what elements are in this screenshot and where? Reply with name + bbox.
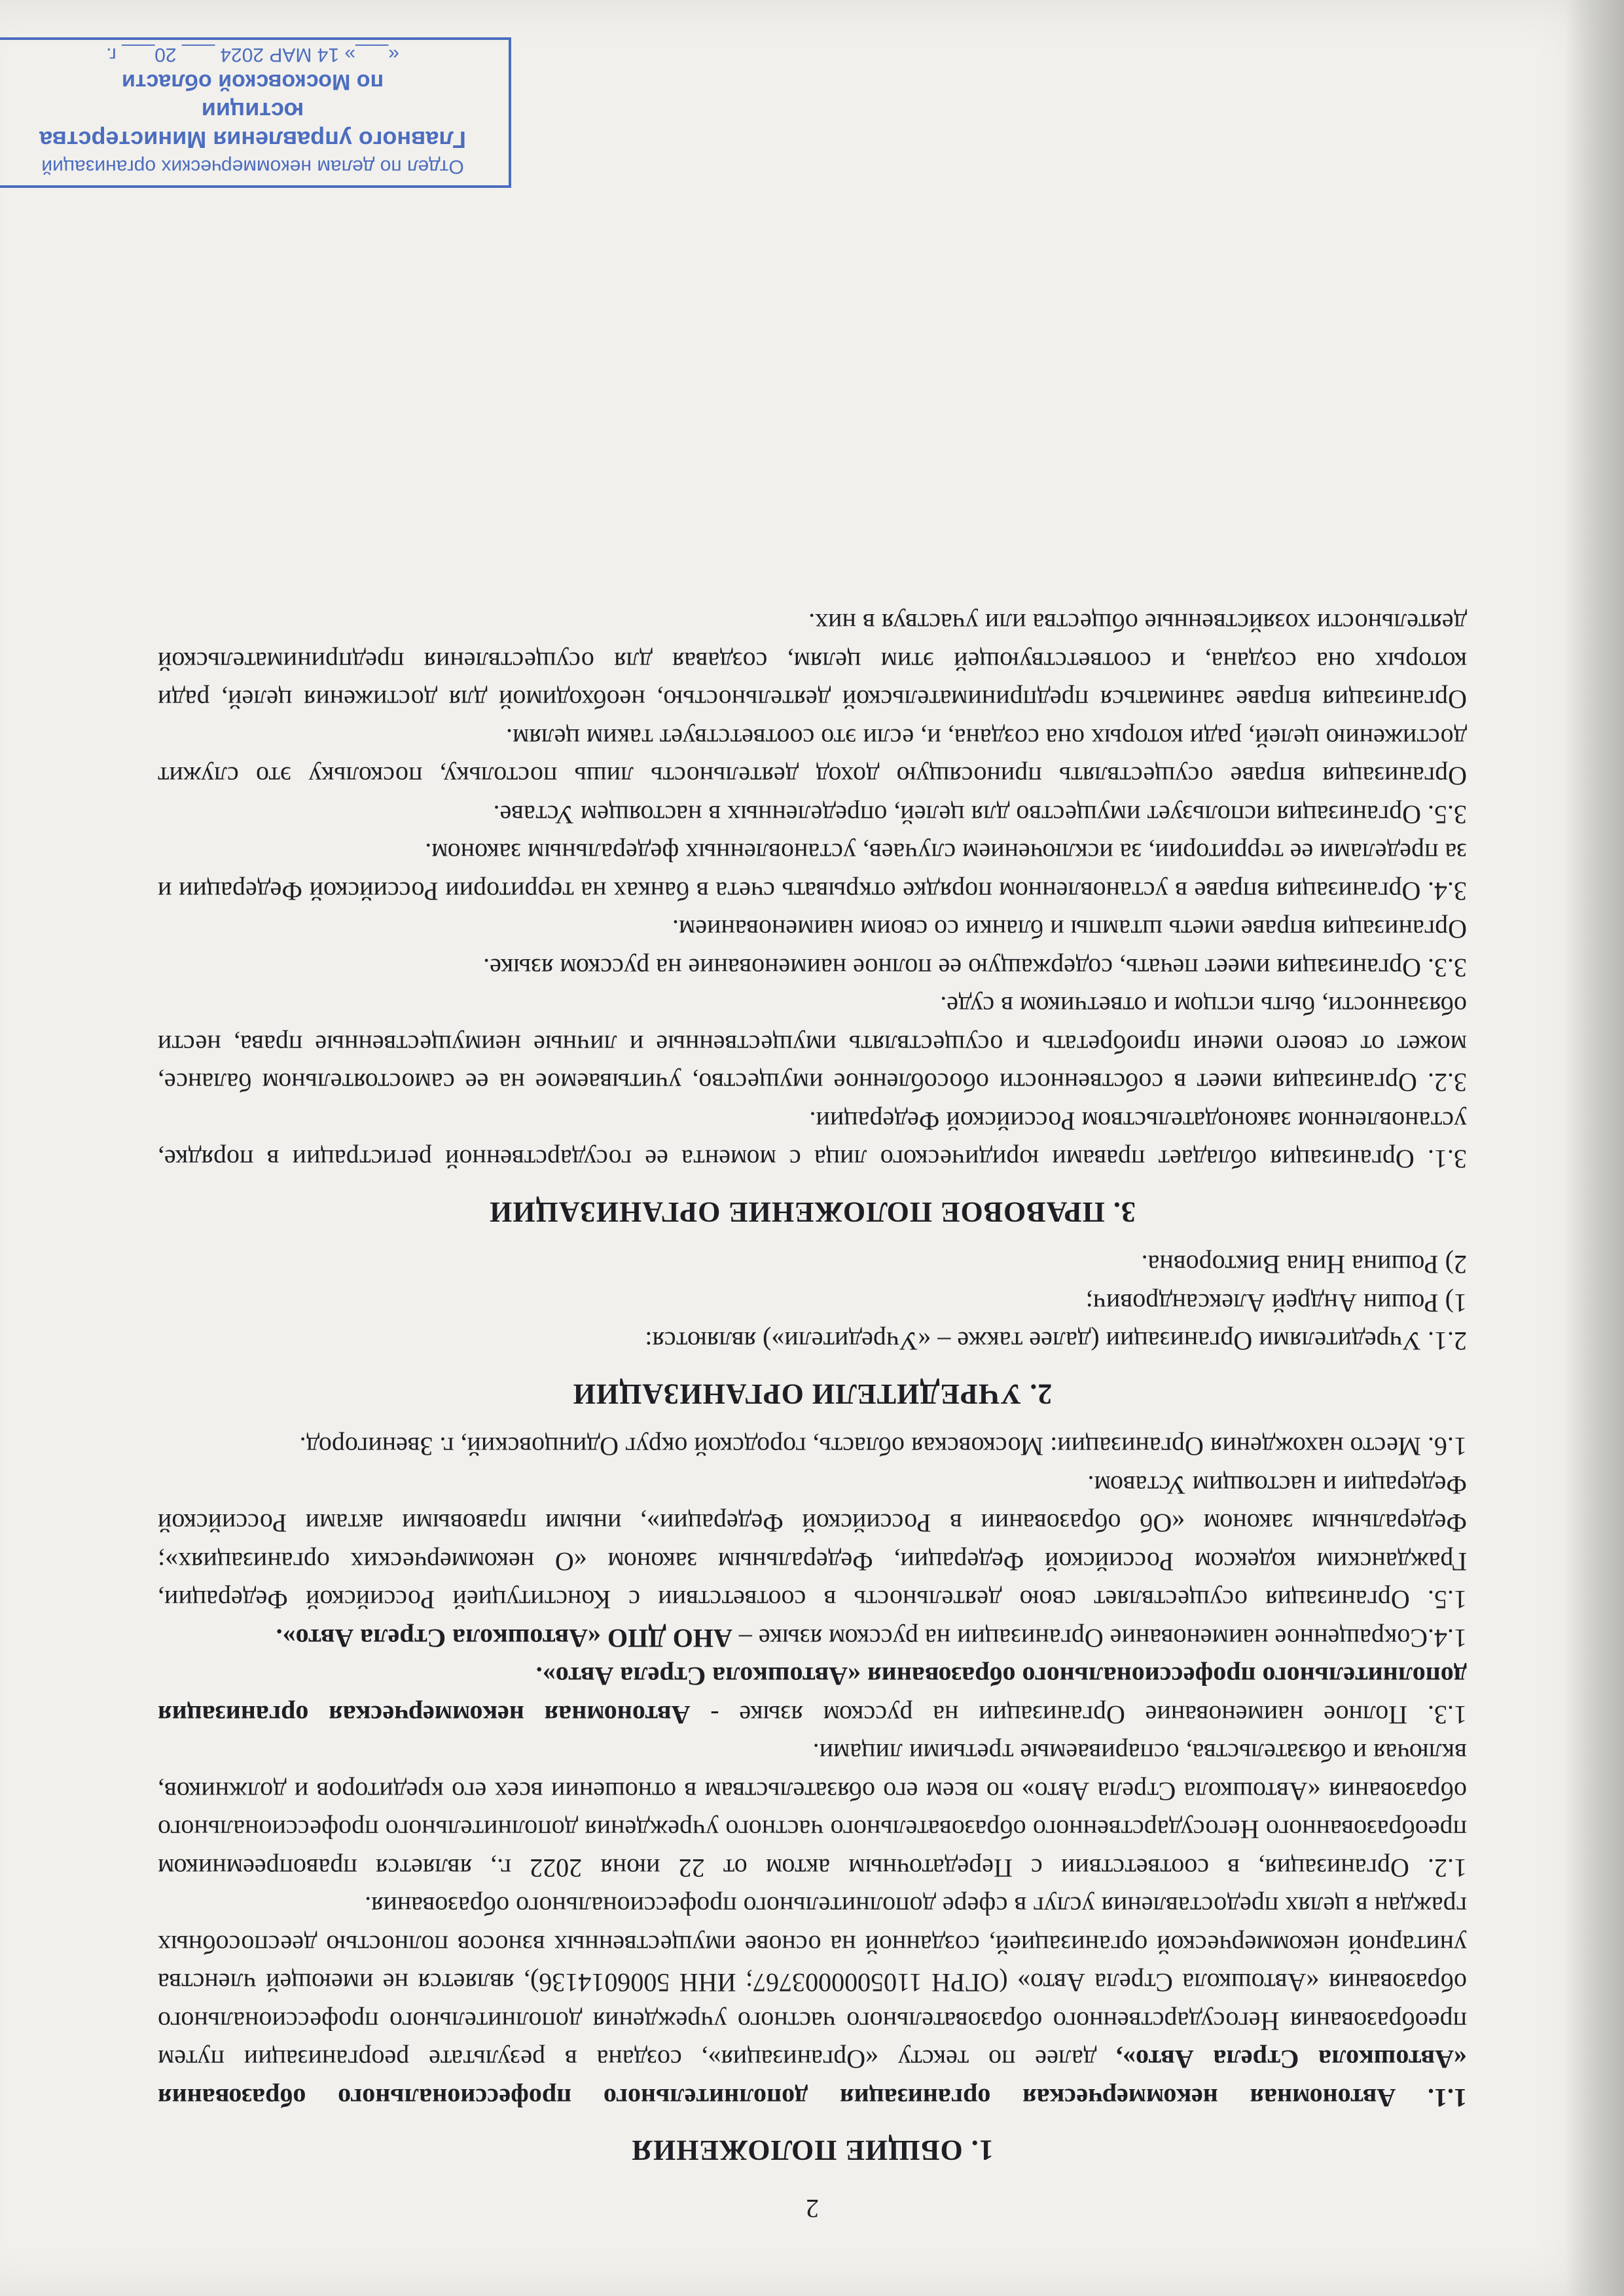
stamp-line-1: Отдел по делам некоммерческих организаций <box>41 156 464 177</box>
section-1-title: 1. ОБЩИЕ ПОЛОЖЕНИЯ <box>631 2134 994 2167</box>
clause-1-4 <box>158 1619 1467 1658</box>
clause-1-2: 1.2. Организация, в соответствии с Передаточным актом от 22 июня 2022 г., является правопреемником преобразованного Негосударственного образовательного частного учреждения дополнительного профессионального образования «Автошкола Стрела Авто» по всем его обязательствам в отношении всех его кредиторов и должников, включая и обязательства, оспариваемые третьими лицами. <box>158 1738 1467 1883</box>
stamp-line-4: «___» 14 МАР 2024 ___ 20___ г. <box>106 44 399 65</box>
clause-1-3 <box>158 1657 1467 1734</box>
clause-1-3-bold: Автономная некоммерческая организация дополнительного профессионального образования «Автошкола Стрела Авто». <box>158 1662 1467 1730</box>
clause-1-4-text: 1.4.Сокращенное наименование Организации на русском языке – <box>732 1624 1467 1653</box>
clause-3-1: 3.1. Организация обладает правами юридического лица с момента ее государственной регистрации в порядке, установленном законодательством Российской Федерации. <box>158 1106 1467 1175</box>
founder-1: 1) Рошин Андрей Александрович; <box>1085 1288 1467 1318</box>
clause-1-1 <box>158 1887 1467 2117</box>
page-number: 2 <box>806 2194 819 2223</box>
clause-3-3: 3.3. Организация имеет печать, содержащую ее полное наименование на русском языке. <box>483 953 1467 983</box>
clause-3-5c: Организация вправе заниматься предпринимательской деятельностью, необходимой для достижения целей, ради которых она создана, и соответствующей этим целям, создавая для осуществления предпринимательской деятельности хозяйственные общества или участвуя в них. <box>158 608 1467 715</box>
stamp-line-2: Главного управления Министерства юстиции <box>39 98 466 153</box>
clause-1-5: 1.5. Организация осуществляет свою деятельность в соответствии с Конституцией Российской Федерации, Гражданским кодексом Российской Федерации, Федеральным законом «О некоммерческих организациях»; Федеральным законом «Об образовании в Российской Федерации», иными правовыми актами Российской Федерации и настоящим Уставом. <box>158 1470 1467 1615</box>
clause-1-3-text: 1.3. Полное наименование Организации на русском языке - <box>690 1700 1467 1730</box>
section-2-title: 2. УЧРЕДИТЕЛИ ОРГАНИЗАЦИИ <box>572 1378 1053 1410</box>
clause-3-5: 3.5. Организация использует имущество для целей, определенных в настоящем Уставе. <box>493 800 1467 829</box>
clause-2-1: 2.1. Учредителями Организации (далее также – «Учредители») являются: <box>645 1326 1467 1357</box>
clause-3-2: 3.2. Организация имеет в собственности обособленное имущество, учитываемое на ее самостоятельном балансе, может от своего имени приобретать и осуществлять имущественные и личные неимущественные права, нести обязанности, быть истцом и ответчиком в суде. <box>158 991 1467 1098</box>
clause-3-5b: Организация вправе осуществлять приносящую доход деятельность лишь постольку, поскольку это служит достижению целей, ради которых она создана, и, если это соответствует таким целям. <box>158 723 1467 792</box>
clause-1-1-bold: 1.1. Автономная некоммерческая организация дополнительного профессионального образования «Автошкола Стрела Авто», <box>158 2045 1467 2113</box>
registration-stamp <box>0 37 511 188</box>
document-body <box>158 604 1467 2227</box>
clause-1-1-text: далее по тексту «Организация», создана в результате реорганизации путем преобразования Негосударственного образовательного частного учреждения дополнительного профессионального образования «Автошкола Стрела Авто» (ОГРН 1105000003767; ИНН 5006014136), является не имеющей членства унитарной некоммерческой организацией, созданной на основе имущественных взносов полностью дееспособных граждан в целях предоставления услуг в сфере дополнительного профессионального образования. <box>158 1891 1467 2075</box>
stamp-line-3: по Московской области <box>121 69 384 94</box>
clause-3-3b: Организация вправе иметь штампы и бланки со своим наименованием. <box>672 915 1467 945</box>
clause-3-4: 3.4. Организация вправе в установленном порядке открывать счета в банках на территории Российской Федерации и за пределами ее территории, за исключением случаев, установленных федеральным законом. <box>158 838 1467 906</box>
section-3-title: 3. ПРАВОВОЕ ПОЛОЖЕНИЕ ОРГАНИЗАЦИИ <box>489 1196 1136 1228</box>
clause-1-6: 1.6. Место нахождения Организации: Московская область, городской округ Одинцовский, г. Звенигород. <box>299 1432 1467 1462</box>
clause-1-4-bold: АНО ДПО «Автошкола Стрела Авто». <box>276 1624 732 1653</box>
founder-2: 2) Рошина Нина Викторовна. <box>1141 1250 1467 1280</box>
